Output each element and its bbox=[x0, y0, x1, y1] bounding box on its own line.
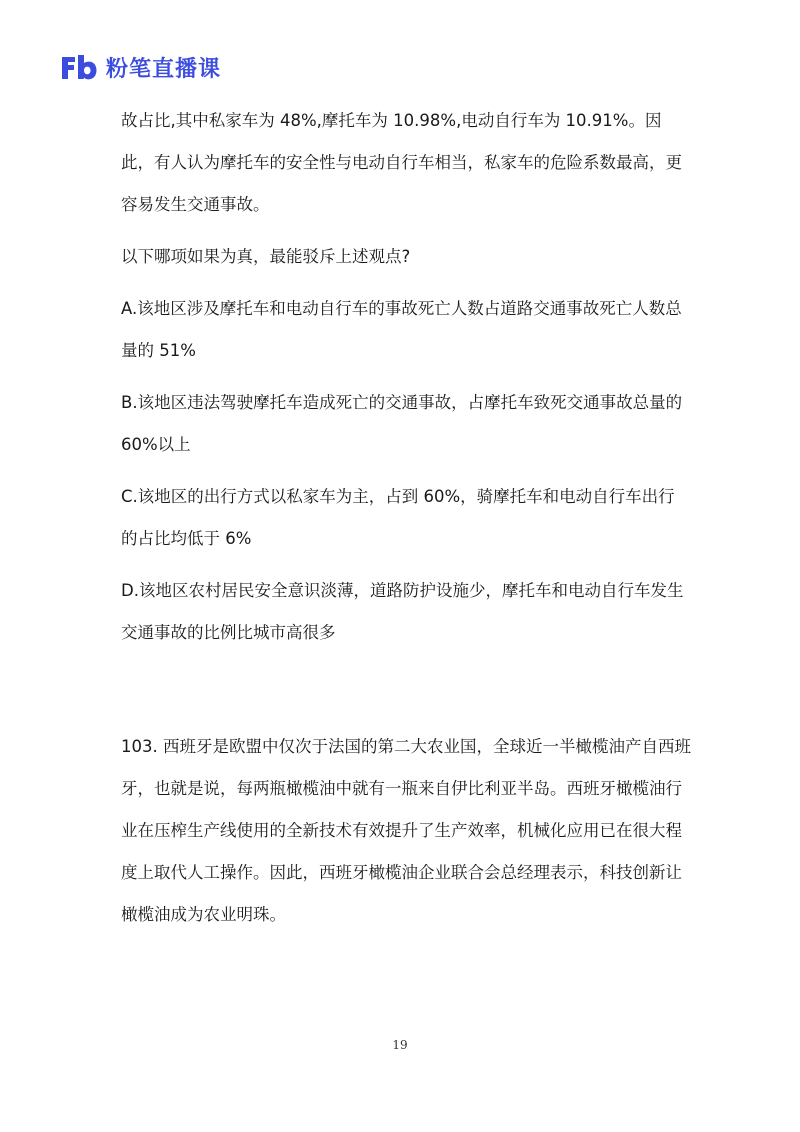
option-a: A.该地区涉及摩托车和电动自行车的事故死亡人数占道路交通事故死亡人数总量的 51% bbox=[121, 299, 682, 360]
question-103: 103. 西班牙是欧盟中仅次于法国的第二大农业国，全球近一半橄榄油产自西班牙，也就是说，每两瓶橄榄油中就有一瓶来自伊比利亚半岛。西班牙橄榄油行业在压榨生产线使用的全新技术有效提升了生产效率，机械化应用已在很大程度上取代人工操作。因此，西班牙橄榄油企业联合会总经理表示，科技创新让橄榄油成为农业明珠。 bbox=[121, 737, 691, 924]
option-c: C.该地区的出行方式以私家车为主，占到 60%，骑摩托车和电动自行车出行的占比均低于 6% bbox=[121, 487, 675, 548]
page-header bbox=[60, 50, 221, 84]
page-number: 19 bbox=[392, 1038, 408, 1052]
brand-name: 粉笔直播课 bbox=[106, 56, 222, 82]
option-b: B.该地区违法驾驶摩托车造成死亡的交通事故，占摩托车致死交通事故总量的 60%以上 bbox=[121, 393, 683, 454]
document-body bbox=[121, 100, 691, 946]
fb-logo-icon bbox=[60, 53, 98, 81]
option-d: D.该地区农村居民安全意识淡薄，道路防护设施少，摩托车和电动自行车发生交通事故的比例比城市高很多 bbox=[121, 581, 684, 642]
question-102-prompt: 以下哪项如果为真，最能驳斥上述观点? bbox=[121, 247, 411, 266]
section-gap bbox=[121, 664, 691, 726]
question-102-lead: 故占比,其中私家车为 48%,摩托车为 10.98%,电动自行车为 10.91%。因此，有人认为摩托车的安全性与电动自行车相当，私家车的危险系数最高，更容易发生交通事故。 bbox=[121, 111, 682, 214]
